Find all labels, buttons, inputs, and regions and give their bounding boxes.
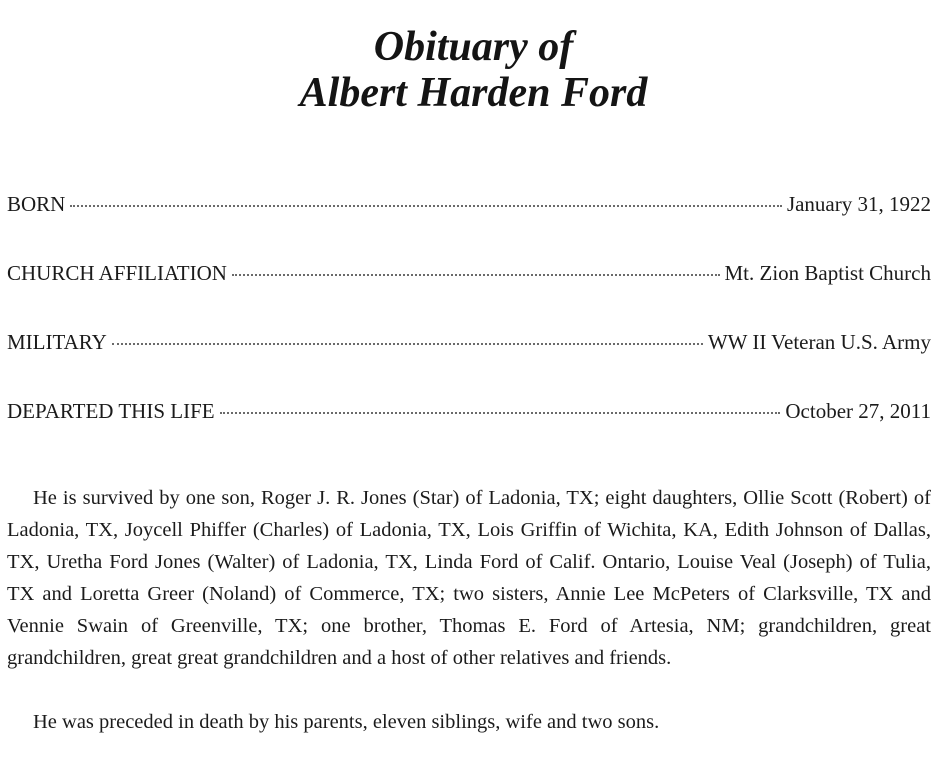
obituary-body: [7, 482, 931, 738]
dotted-leader: [70, 205, 782, 207]
title-line-1: Obituary of: [373, 24, 574, 70]
church-value: Mt. Zion Baptist Church: [724, 261, 931, 285]
details-list: [7, 192, 931, 468]
detail-row-church: [7, 261, 931, 330]
departed-value: October 27, 2011: [785, 399, 931, 423]
born-value: January 31, 1922: [786, 192, 931, 216]
church-label: CHURCH AFFILIATION: [7, 261, 227, 285]
detail-row-departed: [7, 399, 931, 468]
detail-row-born: [7, 192, 931, 261]
obituary-title: [0, 24, 937, 116]
title-line-2: Albert Harden Ford: [299, 70, 648, 116]
detail-row-military: [7, 330, 931, 399]
survivors-paragraph: He is survived by one son, Roger J. R. Jones (Star) of Ladonia, TX; eight daughters, Ollie Scott (Robert) of Ladonia, TX, Joycell Phiffer (Charles) of Ladonia, TX, Lois Griffin of Wichita, KA, Edith Johnson of Dallas, TX, Uretha Ford Jones (Walter) of Ladonia, TX, Linda Ford of Calif. Ontario, Louise Veal (Joseph) of Tulia, TX and Loretta Greer (Noland) of Commerce, TX; two sisters, Annie Lee McPeters of Clarksville, TX and Vennie Swain of Greenville, TX; one brother, Thomas E. Ford of Artesia, NM; grandchildren, great grandchildren, great great grandchildren and a host of other relatives and friends.: [7, 487, 931, 669]
military-label: MILITARY: [7, 330, 107, 354]
military-value: WW II Veteran U.S. Army: [707, 330, 931, 354]
preceded-paragraph: He was preceded in death by his parents, eleven siblings, wife and two sons.: [33, 711, 660, 733]
departed-label: DEPARTED THIS LIFE: [7, 399, 215, 423]
dotted-leader: [112, 343, 703, 345]
born-label: BORN: [7, 192, 66, 216]
dotted-leader: [232, 274, 720, 276]
dotted-leader: [220, 412, 781, 414]
